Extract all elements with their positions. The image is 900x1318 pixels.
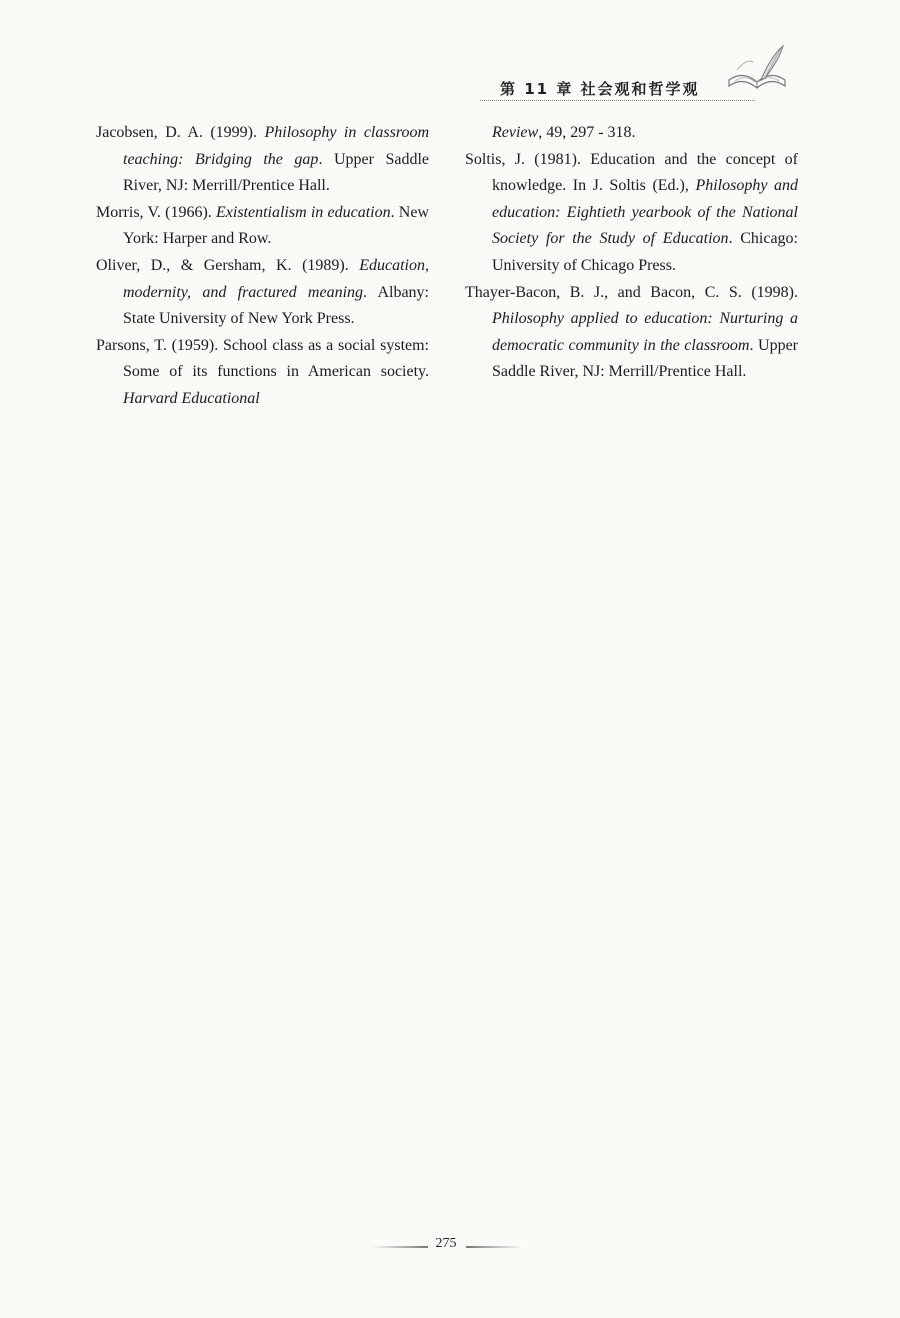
footer-ornament-right [466, 1246, 522, 1248]
page-footer [0, 1236, 900, 1256]
page-number: 275 [435, 1236, 457, 1251]
reference-entry: Soltis, J. (1981). Education and the concept of knowledge. In J. Soltis (Ed.), Philosophy and education: Eightieth yearbook of the National Society for the Study of Education. Chicago: University of Chicago Press. [465, 150, 799, 274]
reference-entry: Jacobsen, D. A. (1999). Philosophy in classroom teaching: Bridging the gap. Upper Saddle River, NJ: Merrill/Prentice Hall. [96, 124, 430, 195]
chapter-title: 第 11 章 社会观和哲学观 [500, 80, 700, 98]
reference-entry: Oliver, D., & Gersham, K. (1989). Education, modernity, and fractured meaning. Albany: State University of New York Press. [96, 256, 429, 328]
running-header [480, 74, 810, 114]
reference-entry: Thayer-Bacon, B. J., and Bacon, C. S. (1998). Philosophy applied to education: Nurturing a democratic community in the classroom. Upper Saddle River, NJ: Merrill/Prentice Hall. [465, 283, 798, 381]
reference-continuation: Review, 49, 297 - 318. [492, 124, 636, 141]
footer-ornament-left [372, 1246, 428, 1248]
open-book-quill-icon [723, 40, 791, 100]
right-column [465, 120, 798, 386]
reference-entry: Morris, V. (1966). Existentialism in education. New York: Harper and Row. [96, 203, 429, 248]
header-rule [480, 100, 755, 101]
left-column [96, 120, 429, 413]
reference-entry: Parsons, T. (1959). School class as a social system: Some of its functions in American society. Harvard Educational [96, 336, 429, 407]
